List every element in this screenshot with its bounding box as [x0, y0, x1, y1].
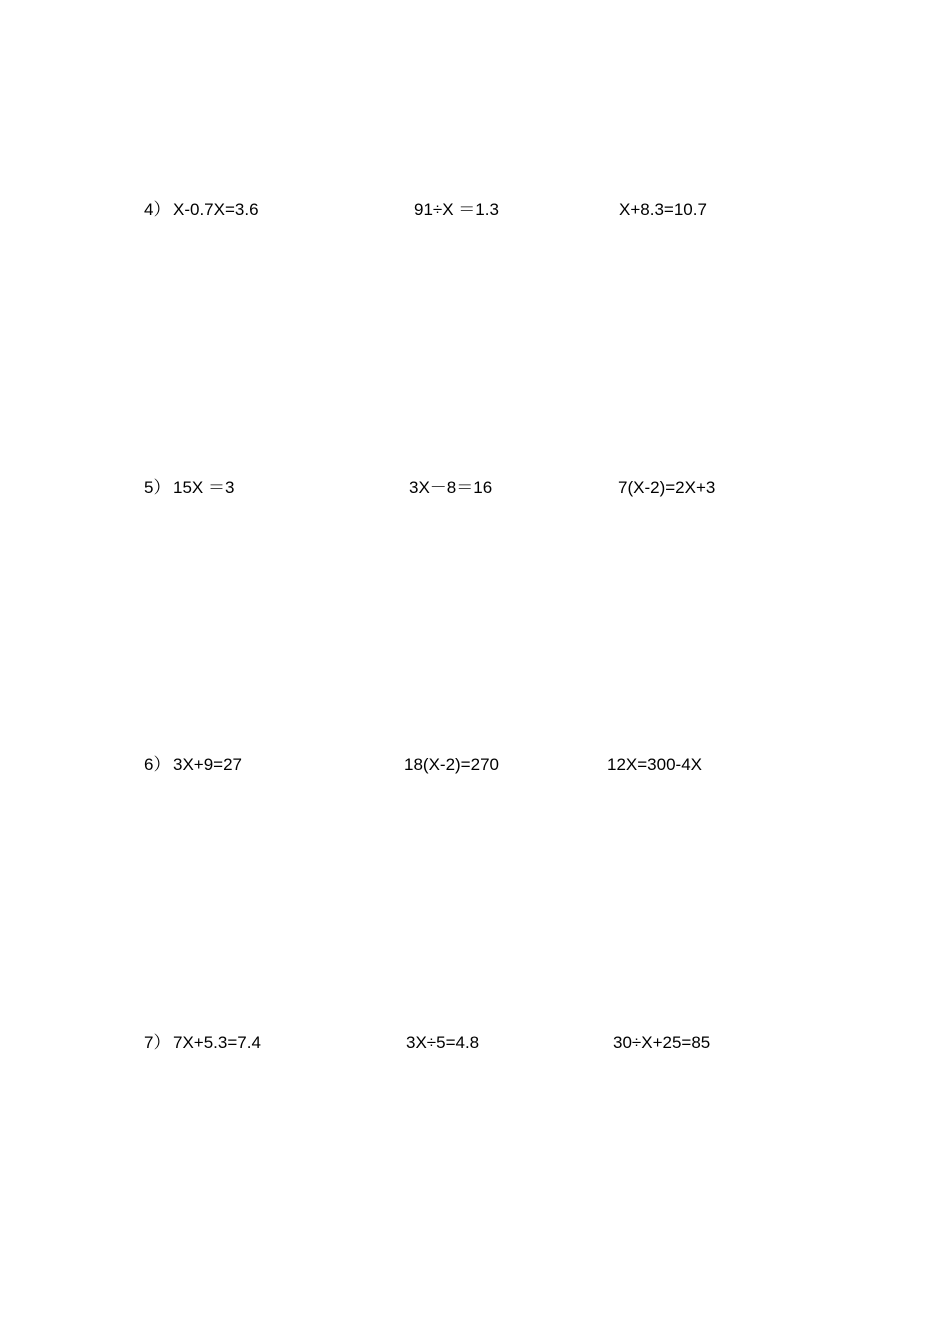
equation: 30÷X+25=85: [613, 1033, 711, 1052]
equation: X+8.3=10.7: [619, 200, 707, 219]
equation: 7X+5.3=7.4: [173, 1033, 261, 1052]
equation: 3X－8＝16: [409, 478, 493, 497]
equation: 18(X-2)=270: [404, 755, 499, 774]
equation: 15X ＝3: [173, 478, 235, 497]
equation: 3X+9=27: [173, 755, 243, 774]
problem-number: 4）: [144, 200, 171, 219]
problem-number: 7）: [144, 1033, 171, 1052]
equation: 91÷X ＝1.3: [414, 200, 499, 219]
problem-row-5: [0, 476, 950, 500]
problem-row-6: [0, 753, 950, 777]
problem-row-7: [0, 1031, 950, 1055]
equation: 12X=300-4X: [607, 755, 702, 774]
equation: 3X÷5=4.8: [406, 1033, 480, 1052]
equation: X-0.7X=3.6: [173, 200, 259, 219]
problem-number: 5）: [144, 478, 171, 497]
problem-row-4: [0, 198, 950, 222]
equation: 7(X-2)=2X+3: [618, 478, 716, 497]
problem-number: 6）: [144, 755, 171, 774]
